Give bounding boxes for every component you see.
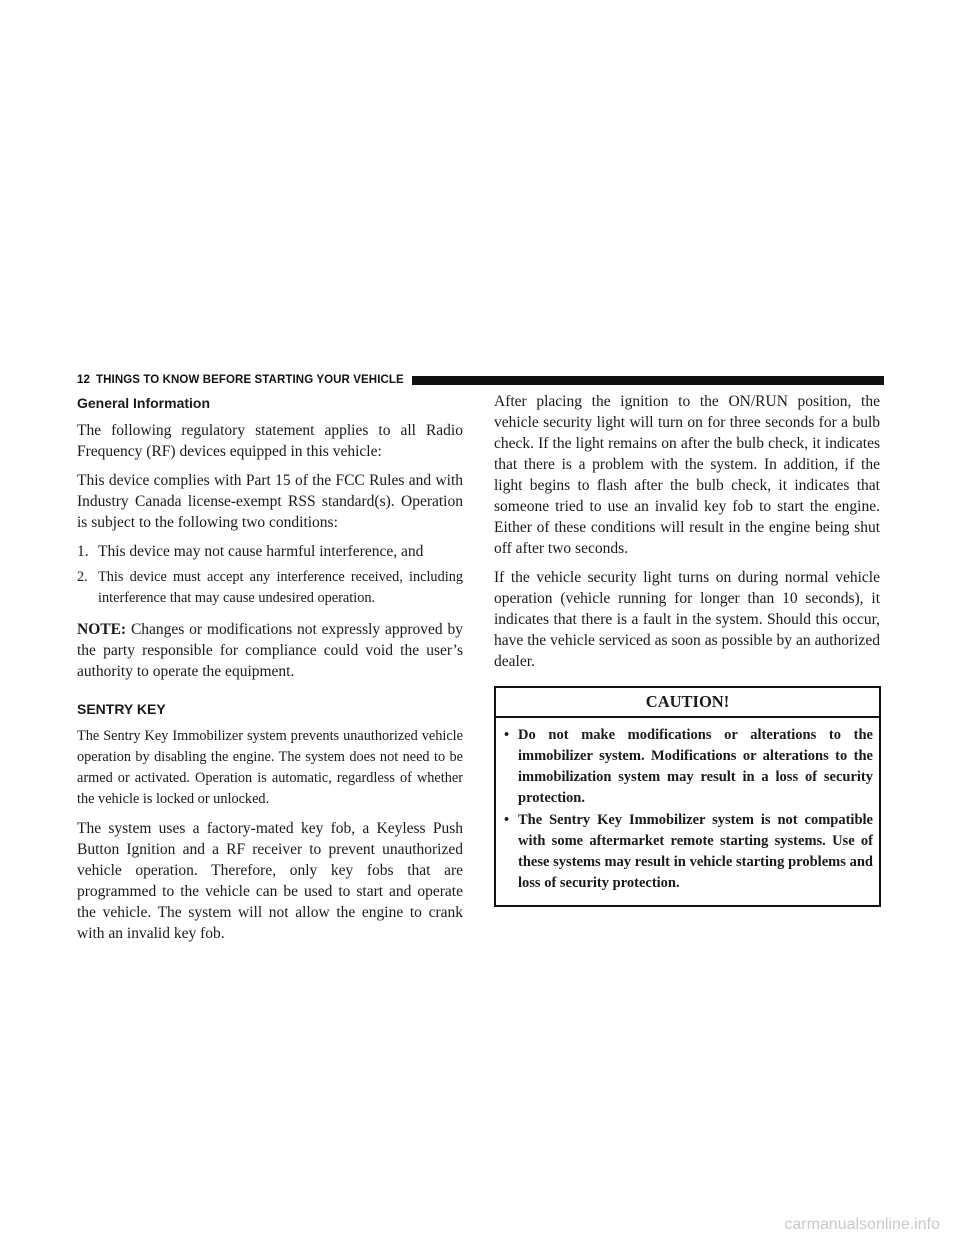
caution-title: CAUTION! — [496, 688, 879, 718]
paragraph-fcc: This device complies with Part 15 of the FCC Rules and with Industry Canada license-exempt RSS standard(s). Operation is subject to the following two conditions: — [77, 472, 463, 531]
caution-text: The Sentry Key Immobilizer system is not compatible with some aftermarket remote starting systems. Use of these systems may result in vehicle starting problems and loss of security protection. — [518, 812, 873, 891]
page-number: 12 — [77, 374, 90, 386]
header-rule — [412, 376, 884, 385]
caution-text: Do not make modifications or alterations to the immobilizer system. Modifications or alterations to the immobilization system may result in a loss of security protection. — [518, 727, 873, 806]
list-text: This device may not cause harmful interference, and — [98, 543, 424, 560]
note-paragraph — [77, 619, 463, 682]
note-text: Changes or modifications not expressly approved by the party responsible for compliance could void the user’s authority to operate the equipment. — [77, 621, 464, 680]
paragraph-immobilizer: The Sentry Key Immobilizer system prevents unauthorized vehicle operation by disabling the engine. The system does not need to be armed or activated. Operation is automatic, regardless of whether the vehicle is locked or unlocked. — [77, 728, 463, 807]
paragraph-security-light: After placing the ignition to the ON/RUN position, the vehicle security light will turn on for three seconds for a bulb check. If the light remains on after the bulb check, it indicates that there is a problem with the system. In addition, if the light begins to flash after the bulb check, it indicates that someone tried to use an invalid key fob to start the engine. Either of these conditions will result in the engine being shut off after two seconds. — [494, 393, 880, 557]
bullet-icon: • — [504, 812, 510, 828]
caution-list — [502, 725, 873, 894]
bullet-icon: • — [504, 727, 510, 743]
caution-item — [502, 725, 873, 809]
left-column — [77, 391, 463, 952]
right-column — [494, 391, 880, 907]
page-header — [77, 372, 884, 388]
list-text: This device must accept any interference received, including interference that may cause undesired operation. — [98, 569, 463, 606]
paragraph-fault: If the vehicle security light turns on during normal vehicle operation (vehicle running for longer than 10 seconds), it indicates that there is a fault in the system. Should this occur, have the vehicle serviced as soon as possible by an authorized dealer. — [494, 569, 880, 670]
heading-general-information: General Information — [77, 395, 211, 411]
caution-box — [494, 686, 881, 907]
section-title: THINGS TO KNOW BEFORE STARTING YOUR VEHICLE — [96, 374, 404, 386]
list-number: 1. — [77, 543, 89, 560]
list-number: 2. — [77, 569, 88, 585]
list-item — [77, 541, 463, 562]
conditions-list — [77, 541, 463, 609]
caution-item — [502, 810, 873, 894]
paragraph-regulatory: The following regulatory statement applies to all Radio Frequency (RF) devices equipped in this vehicle: — [77, 422, 463, 460]
heading-sentry-key: SENTRY KEY — [77, 701, 166, 717]
watermark: carmanualsonline.info — [784, 1216, 940, 1233]
caution-body — [496, 718, 879, 905]
note-label: NOTE: — [77, 621, 127, 638]
list-item — [77, 567, 463, 609]
paragraph-key-fob: The system uses a factory-mated key fob, a Keyless Push Button Ignition and a RF receiver to prevent unauthorized vehicle operation. Therefore, only key fobs that are programmed to the vehicle can be used to start and operate the vehicle. The system will not allow the engine to crank with an invalid key fob. — [77, 820, 463, 942]
